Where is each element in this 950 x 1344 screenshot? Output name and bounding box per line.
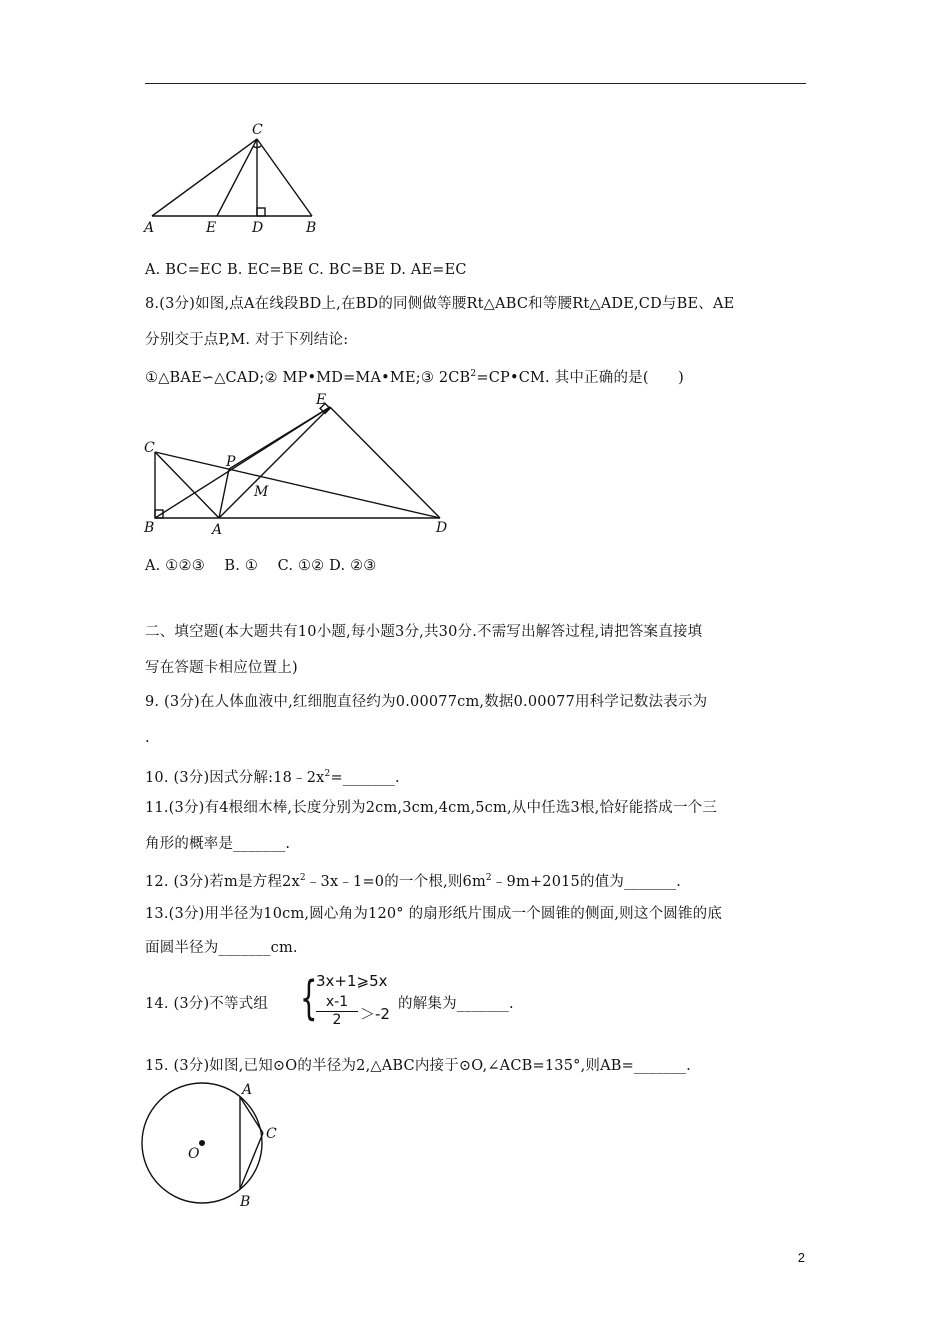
q8-options: A. ①②③ B. ① C. ①② D. ②③ [145, 558, 377, 574]
q14-fraction [316, 994, 358, 1029]
q8-label-P: P [226, 454, 236, 470]
q7-label-B: B [306, 220, 317, 236]
q12-p3: ﹣9m+2015的值为_______. [491, 873, 682, 890]
q8-line3 [145, 364, 684, 388]
q8-label-B: B [144, 520, 155, 536]
q15-figure [138, 1080, 288, 1210]
q9-line2: . [145, 730, 150, 746]
q7-label-A: A [144, 220, 155, 236]
q15-label-O: O [188, 1146, 200, 1162]
q7-label-C: C [252, 122, 263, 138]
q8-line3-post: =CP•CM. 其中正确的是( ) [476, 369, 684, 386]
q13-line2: 面圆半径为_______cm. [145, 940, 298, 956]
q14-pre: 14. (3分)不等式组 [145, 996, 269, 1012]
q12-line [145, 868, 681, 892]
q14-ineq1: 3x+1⩾5x [316, 972, 388, 990]
q10-pre: 10. (3分)因式分解:18﹣2x [145, 769, 325, 786]
q10-sup: 2 [324, 769, 331, 779]
header-rule [145, 83, 806, 84]
q15-line1: 15. (3分)如图,已知⊙O的半径为2,△ABC内接于⊙O,∠ACB=135°,则AB=_______. [145, 1058, 691, 1074]
q15-label-B: B [240, 1194, 251, 1210]
q8-line3-pre: ①△BAE∽△CAD;② MP•MD=MA•ME;③ 2CB [145, 369, 471, 386]
q7-label-E: E [206, 220, 217, 236]
q10-post: =_______. [330, 769, 400, 786]
q12-s2: 2 [485, 873, 492, 883]
q13-line1: 13.(3分)用半径为10cm,圆心角为120° 的扇形纸片围成一个圆锥的侧面,则这个圆锥的底 [145, 906, 723, 922]
q14-frac-den: 2 [332, 1012, 342, 1028]
q8-label-D: D [436, 520, 448, 536]
q14-brace: { [300, 971, 318, 1025]
q8-line3-sup: 2 [470, 369, 477, 379]
q8-label-A: A [212, 522, 223, 538]
q14-ineq2-rel: ＞-2 [360, 1005, 390, 1023]
q12-p1: 12. (3分)若m是方程2x [145, 873, 300, 890]
q10-line [145, 764, 400, 788]
q15-label-C: C [266, 1126, 277, 1142]
q11-line2: 角形的概率是_______. [145, 836, 291, 852]
q12-s1: 2 [299, 873, 306, 883]
q8-line1: 8.(3分)如图,点A在线段BD上,在BD的同侧做等腰Rt△ABC和等腰Rt△ADE,CD与BE、AE [145, 296, 735, 312]
q8-label-M: M [254, 484, 269, 500]
page-number: 2 [797, 1250, 805, 1265]
q7-options: A. BC=EC B. EC=BE C. BC=BE D. AE=EC [145, 262, 467, 278]
q8-label-E: E [316, 392, 327, 408]
q14-frac-num: x-1 [316, 994, 358, 1012]
q14-post: 的解集为_______. [398, 996, 514, 1012]
q9-line1: 9. (3分)在人体血液中,红细胞直径约为0.00077cm,数据0.00077用科学记数法表示为 [145, 694, 708, 710]
q8-label-C: C [144, 440, 155, 456]
q11-line1: 11.(3分)有4根细木棒,长度分别为2cm,3cm,4cm,5cm,从中任选3根,恰好能搭成一个三 [145, 800, 718, 816]
q7-label-D: D [252, 220, 264, 236]
section2-line2: 写在答题卡相应位置上) [145, 660, 298, 676]
q15-label-A: A [242, 1082, 253, 1098]
q7-figure [140, 118, 330, 240]
section2-line1: 二、填空题(本大题共有10小题,每小题3分,共30分.不需写出解答过程,请把答案直接填 [145, 624, 703, 640]
q8-figure [140, 390, 460, 540]
q8-line2: 分别交于点P,M. 对于下列结论: [145, 332, 349, 348]
q12-p2: ﹣3x﹣1=0的一个根,则6m [305, 873, 486, 890]
